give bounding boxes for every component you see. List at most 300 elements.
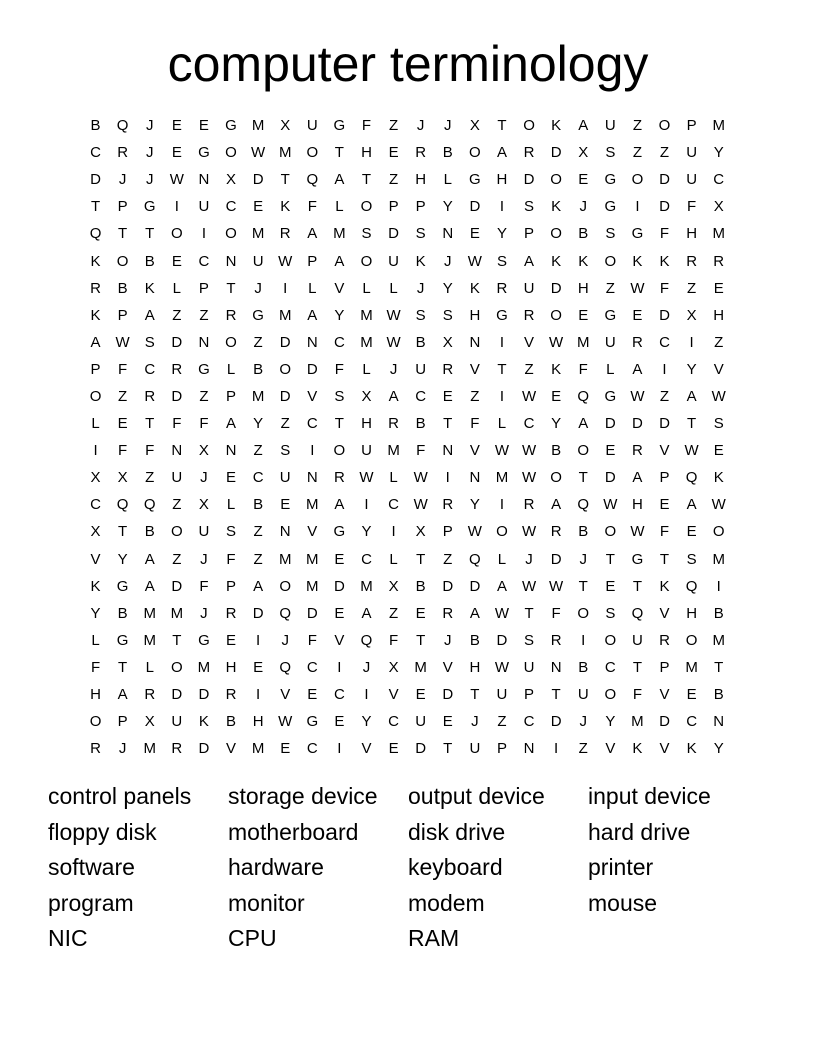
- grid-letter: U: [577, 686, 589, 704]
- grid-letter: O: [658, 117, 671, 135]
- grid-letter: B: [144, 252, 155, 270]
- grid-letter: P: [524, 225, 535, 243]
- grid-letter: R: [388, 415, 399, 433]
- grid-letter: O: [306, 144, 319, 162]
- grid-letter: O: [225, 144, 237, 162]
- grid-letter: T: [687, 415, 697, 433]
- grid-letter: A: [334, 252, 345, 270]
- grid-letter: A: [578, 117, 589, 135]
- grid-letter: U: [604, 333, 616, 351]
- word-list-item: disk drive: [408, 818, 506, 845]
- grid-letter: L: [172, 279, 181, 297]
- grid-letter: V: [226, 740, 237, 758]
- grid-letter: Q: [685, 469, 698, 487]
- grid-letter: Z: [388, 171, 399, 189]
- grid-letter: S: [442, 306, 453, 324]
- grid-letter: X: [713, 198, 724, 216]
- grid-letter: J: [416, 117, 425, 135]
- grid-letter: U: [496, 686, 508, 704]
- grid-letter: J: [389, 360, 398, 378]
- grid-letter: E: [171, 117, 182, 135]
- grid-letter: E: [605, 577, 616, 595]
- grid-letter: Q: [631, 604, 644, 622]
- grid-letter: D: [496, 631, 508, 649]
- grid-letter: M: [631, 713, 644, 731]
- grid-letter: A: [686, 496, 697, 514]
- grid-letter: T: [361, 171, 372, 189]
- grid-letter: J: [579, 550, 587, 568]
- grid-letter: A: [253, 577, 264, 595]
- grid-letter: M: [360, 333, 373, 351]
- grid-letter: H: [469, 306, 481, 324]
- grid-letter: Q: [469, 550, 481, 568]
- grid-letter: V: [469, 360, 480, 378]
- grid-letter: R: [144, 387, 156, 405]
- grid-letter: G: [604, 306, 617, 324]
- grid-letter: J: [444, 252, 452, 270]
- grid-letter: F: [361, 117, 372, 135]
- grid-letter: H: [632, 496, 643, 514]
- grid-letter: R: [632, 442, 643, 460]
- grid-letter: I: [283, 279, 288, 297]
- grid-letter: K: [659, 577, 670, 595]
- grid-letter: K: [90, 252, 101, 270]
- grid-letter: G: [631, 225, 644, 243]
- word-list-item: input device: [588, 783, 711, 809]
- word-list-item: hard drive: [588, 818, 691, 845]
- grid-row: [82, 112, 732, 139]
- grid-letter: U: [198, 198, 210, 216]
- grid-letter: B: [578, 225, 589, 243]
- grid-letter: I: [662, 360, 667, 378]
- grid-letter: P: [442, 523, 453, 541]
- grid-letter: J: [579, 713, 587, 731]
- grid-letter: M: [712, 550, 725, 568]
- grid-letter: Y: [713, 740, 724, 758]
- grid-letter: G: [116, 631, 129, 649]
- grid-letter: M: [712, 117, 725, 135]
- grid-letter: W: [413, 496, 428, 514]
- grid-letter: O: [170, 523, 183, 541]
- grid-letter: O: [170, 658, 183, 676]
- grid-letter: A: [144, 306, 155, 324]
- grid-letter: Y: [361, 713, 372, 731]
- grid-letter: E: [253, 198, 264, 216]
- grid-letter: R: [90, 740, 101, 758]
- grid-row: [82, 329, 732, 356]
- grid-row: [82, 464, 732, 491]
- grid-letter: H: [225, 658, 237, 676]
- grid-letter: W: [413, 469, 428, 487]
- grid-letter: W: [711, 496, 726, 514]
- word-list-item: hardware: [228, 854, 324, 881]
- grid-letter: M: [251, 387, 265, 405]
- grid-letter: I: [689, 333, 694, 351]
- grid-letter: S: [334, 387, 345, 405]
- grid-letter: X: [198, 496, 209, 514]
- grid-letter: Z: [118, 387, 128, 405]
- grid-letter: T: [470, 686, 480, 704]
- grid-letter: E: [171, 144, 182, 162]
- grid-letter: Y: [361, 523, 372, 541]
- grid-letter: I: [174, 198, 179, 216]
- grid-letter: K: [90, 306, 101, 324]
- grid-letter: L: [335, 198, 344, 216]
- grid-letter: S: [524, 631, 535, 649]
- grid-letter: L: [443, 171, 452, 189]
- grid-letter: B: [90, 117, 101, 135]
- grid-letter: Y: [686, 360, 697, 378]
- grid-letter: K: [632, 740, 643, 758]
- grid-letter: V: [659, 442, 670, 460]
- grid-row: [82, 546, 732, 573]
- grid-letter: X: [415, 523, 426, 541]
- grid-letter: J: [525, 550, 533, 568]
- grid-letter: J: [471, 713, 479, 731]
- grid-letter: L: [362, 360, 371, 378]
- grid-letter: T: [90, 198, 101, 216]
- grid-letter: E: [334, 713, 345, 731]
- grid-letter: U: [306, 117, 318, 135]
- grid-letter: E: [334, 604, 345, 622]
- grid-letter: H: [686, 225, 698, 243]
- grid-letter: F: [659, 225, 670, 243]
- grid-letter: D: [442, 577, 454, 595]
- grid-letter: A: [551, 496, 562, 514]
- grid-letter: J: [444, 631, 452, 649]
- grid-letter: P: [226, 387, 237, 405]
- grid-letter: M: [170, 604, 184, 622]
- grid-letter: H: [496, 171, 508, 189]
- grid-letter: N: [279, 523, 291, 541]
- grid-letter: U: [279, 469, 291, 487]
- grid-letter: C: [333, 686, 345, 704]
- grid-letter: X: [578, 144, 589, 162]
- word-list-item: keyboard: [408, 854, 503, 881]
- grid-letter: I: [337, 740, 342, 758]
- grid-letter: L: [389, 550, 398, 568]
- grid-letter: N: [198, 333, 210, 351]
- grid-letter: W: [494, 604, 510, 622]
- grid-letter: N: [469, 469, 481, 487]
- grid-letter: R: [333, 469, 345, 487]
- grid-letter: B: [253, 360, 264, 378]
- grid-letter: S: [496, 252, 507, 270]
- grid-letter: P: [117, 198, 128, 216]
- grid-letter: G: [252, 306, 264, 324]
- grid-letter: P: [117, 713, 128, 731]
- grid-letter: D: [604, 415, 616, 433]
- grid-letter: Z: [199, 306, 209, 324]
- grid-letter: A: [632, 469, 643, 487]
- grid-letter: T: [334, 144, 344, 162]
- grid-letter: O: [523, 117, 535, 135]
- grid-letter: T: [632, 577, 642, 595]
- grid-letter: O: [631, 171, 644, 189]
- grid-letter: O: [685, 631, 698, 649]
- grid-letter: D: [632, 415, 643, 433]
- grid-letter: W: [630, 523, 645, 541]
- grid-letter: Z: [470, 387, 480, 405]
- grid-letter: A: [144, 550, 155, 568]
- grid-letter: F: [226, 550, 236, 568]
- grid-letter: R: [117, 144, 129, 162]
- grid-letter: K: [686, 740, 697, 758]
- grid-letter: E: [713, 442, 724, 460]
- grid-letter: O: [360, 252, 373, 270]
- grid-letter: U: [686, 144, 698, 162]
- grid-letter: P: [686, 117, 697, 135]
- word-list-item: software: [48, 854, 135, 881]
- grid-letter: W: [521, 577, 537, 595]
- grid-letter: N: [198, 171, 210, 189]
- grid-letter: S: [713, 415, 724, 433]
- grid-letter: E: [388, 740, 399, 758]
- grid-letter: P: [496, 740, 507, 758]
- grid-letter: L: [497, 550, 507, 568]
- grid-letter: C: [144, 360, 156, 378]
- grid-letter: M: [360, 306, 373, 324]
- grid-letter: X: [388, 577, 399, 595]
- grid-letter: E: [578, 306, 589, 324]
- grid-letter: W: [115, 333, 130, 351]
- grid-letter: B: [551, 442, 562, 460]
- grid-letter: H: [415, 171, 427, 189]
- grid-letter: F: [632, 686, 642, 704]
- word-list-item: RAM: [408, 925, 460, 952]
- grid-letter: K: [713, 469, 724, 487]
- grid-letter: E: [226, 631, 237, 649]
- grid-letter: G: [198, 144, 210, 162]
- grid-letter: V: [659, 740, 670, 758]
- grid-letter: R: [442, 604, 454, 622]
- grid-letter: R: [171, 740, 183, 758]
- grid-letter: Z: [524, 360, 534, 378]
- grid-row: [82, 573, 732, 600]
- grid-letter: U: [361, 442, 372, 460]
- grid-letter: D: [171, 686, 183, 704]
- grid-letter: W: [630, 279, 645, 297]
- grid-letter: B: [117, 604, 128, 622]
- grid-letter: U: [686, 171, 698, 189]
- grid-letter: D: [415, 740, 427, 758]
- grid-letter: P: [659, 658, 670, 676]
- grid-letter: M: [251, 740, 265, 758]
- grid-row: [82, 735, 732, 762]
- grid-row: [82, 491, 732, 518]
- grid-letter: B: [253, 496, 264, 514]
- grid-letter: H: [469, 658, 481, 676]
- grid-letter: N: [171, 442, 183, 460]
- grid-letter: P: [415, 198, 426, 216]
- grid-letter: L: [308, 279, 317, 297]
- grid-letter: V: [713, 360, 724, 378]
- grid-letter: U: [171, 713, 183, 731]
- grid-letter: T: [443, 740, 453, 758]
- grid-letter: L: [362, 279, 371, 297]
- grid-letter: E: [226, 469, 237, 487]
- word-list-item: printer: [588, 854, 654, 881]
- grid-letter: N: [469, 333, 481, 351]
- grid-letter: W: [494, 658, 510, 676]
- grid-letter: C: [90, 144, 101, 162]
- grid-letter: O: [496, 523, 508, 541]
- grid-letter: C: [306, 415, 318, 433]
- grid-row: [82, 681, 732, 708]
- grid-letter: V: [334, 279, 345, 297]
- grid-letter: W: [549, 577, 564, 595]
- grid-letter: C: [415, 387, 427, 405]
- grid-letter: B: [442, 144, 453, 162]
- grid-letter: Z: [199, 387, 209, 405]
- grid-row: [82, 247, 732, 274]
- grid-letter: R: [686, 252, 698, 270]
- grid-letter: O: [279, 360, 292, 378]
- grid-letter: X: [686, 306, 697, 324]
- grid-letter: U: [604, 117, 616, 135]
- grid-letter: F: [687, 198, 697, 216]
- grid-letter: Z: [172, 550, 182, 568]
- grid-row: [82, 437, 732, 464]
- grid-letter: T: [497, 117, 507, 135]
- grid-letter: Q: [685, 577, 698, 595]
- grid-letter: I: [554, 740, 559, 758]
- grid-letter: Z: [253, 442, 263, 460]
- grid-letter: X: [90, 469, 101, 487]
- grid-letter: S: [686, 550, 697, 568]
- grid-letter: J: [254, 279, 262, 297]
- grid-letter: X: [469, 117, 480, 135]
- grid-letter: A: [144, 577, 155, 595]
- grid-letter: A: [334, 496, 345, 514]
- grid-letter: W: [169, 171, 184, 189]
- grid-letter: A: [388, 387, 399, 405]
- word-list-item: storage device: [228, 783, 378, 809]
- grid-letter: K: [551, 360, 562, 378]
- grid-letter: E: [307, 686, 318, 704]
- grid-letter: I: [445, 469, 450, 487]
- grid-letter: D: [550, 550, 562, 568]
- grid-letter: B: [117, 279, 128, 297]
- word-list-item: modem: [408, 889, 485, 916]
- grid-letter: R: [415, 144, 427, 162]
- grid-letter: T: [172, 631, 182, 649]
- grid-letter: G: [604, 387, 617, 405]
- grid-letter: T: [443, 415, 453, 433]
- grid-letter: E: [442, 387, 453, 405]
- grid-letter: G: [604, 171, 617, 189]
- grid-letter: G: [306, 713, 319, 731]
- grid-letter: V: [361, 740, 372, 758]
- grid-letter: D: [279, 333, 291, 351]
- grid-letter: E: [632, 306, 643, 324]
- grid-letter: I: [256, 631, 261, 649]
- grid-letter: Z: [497, 713, 507, 731]
- grid-row: [82, 708, 732, 735]
- grid-letter: A: [90, 333, 101, 351]
- grid-letter: K: [144, 279, 155, 297]
- grid-letter: M: [387, 442, 400, 460]
- grid-letter: R: [225, 686, 237, 704]
- grid-letter: Q: [116, 117, 129, 135]
- grid-letter: N: [442, 225, 454, 243]
- grid-letter: Z: [578, 740, 588, 758]
- grid-row: [82, 383, 732, 410]
- grid-letter: B: [415, 577, 426, 595]
- grid-letter: N: [225, 442, 237, 460]
- grid-letter: Y: [117, 550, 128, 568]
- grid-letter: H: [361, 144, 372, 162]
- grid-letter: R: [496, 279, 508, 297]
- grid-letter: A: [578, 415, 589, 433]
- grid-letter: T: [659, 550, 670, 568]
- grid-letter: E: [280, 496, 291, 514]
- grid-letter: O: [604, 523, 617, 541]
- grid-letter: E: [578, 171, 589, 189]
- grid-letter: V: [307, 387, 318, 405]
- grid-letter: Z: [632, 117, 642, 135]
- grid-letter: T: [334, 415, 344, 433]
- grid-letter: E: [253, 658, 264, 676]
- grid-row: [82, 356, 732, 383]
- grid-letter: D: [306, 604, 318, 622]
- grid-letter: T: [280, 171, 290, 189]
- grid-letter: U: [388, 252, 399, 270]
- grid-letter: T: [578, 577, 588, 595]
- grid-letter: O: [89, 387, 102, 405]
- grid-letter: E: [334, 550, 345, 568]
- grid-letter: N: [306, 333, 318, 351]
- grid-letter: Q: [306, 171, 319, 189]
- grid-letter: J: [416, 279, 425, 297]
- grid-letter: F: [578, 360, 588, 378]
- grid-letter: J: [579, 198, 587, 216]
- grid-letter: J: [281, 631, 289, 649]
- grid-letter: D: [198, 686, 210, 704]
- grid-letter: I: [310, 442, 315, 460]
- grid-letter: I: [256, 686, 261, 704]
- grid-letter: O: [225, 225, 237, 243]
- grid-letter: E: [388, 144, 399, 162]
- grid-letter: S: [605, 604, 616, 622]
- grid-letter: W: [359, 469, 374, 487]
- grid-letter: I: [499, 496, 505, 514]
- grid-letter: S: [280, 442, 291, 460]
- grid-letter: T: [416, 550, 426, 568]
- grid-letter: Z: [388, 117, 399, 135]
- grid-letter: T: [145, 415, 155, 433]
- grid-letter: M: [685, 658, 698, 676]
- grid-letter: Z: [659, 144, 670, 162]
- grid-letter: B: [144, 523, 155, 541]
- grid-letter: Y: [442, 198, 453, 216]
- grid-letter: M: [143, 740, 156, 758]
- grid-letter: F: [307, 631, 317, 649]
- grid-letter: J: [200, 604, 208, 622]
- grid-letter: A: [524, 252, 535, 270]
- grid-letter: W: [467, 523, 482, 541]
- grid-letter: P: [226, 577, 237, 595]
- grid-letter: N: [225, 252, 237, 270]
- grid-letter: Z: [172, 306, 182, 324]
- grid-row: [82, 220, 732, 247]
- grid-letter: L: [389, 279, 398, 297]
- grid-letter: B: [713, 604, 724, 622]
- grid-letter: X: [280, 117, 291, 135]
- grid-letter: O: [89, 713, 102, 731]
- grid-letter: D: [442, 686, 454, 704]
- grid-letter: W: [467, 252, 482, 270]
